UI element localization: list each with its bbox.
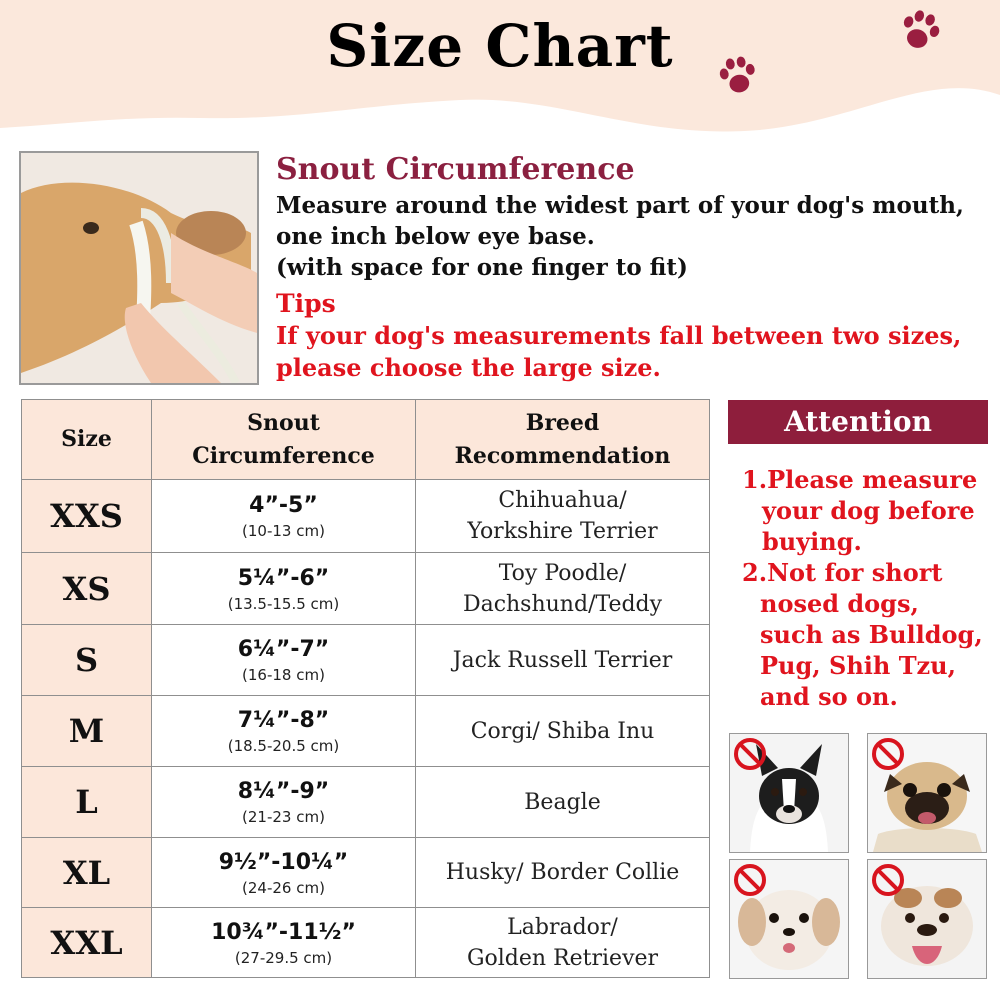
breed-cell xyxy=(416,625,710,696)
attention-line: Pug, Shih Tzu, xyxy=(760,651,956,680)
breed-cell xyxy=(416,908,710,978)
snout-centimeters: (27-29.5 cm) xyxy=(234,948,333,967)
breed-line: Beagle xyxy=(524,789,601,815)
header-snout xyxy=(152,400,416,480)
snout-centimeters: (13.5-15.5 cm) xyxy=(227,594,340,613)
snout-inches: 5¼”-6” xyxy=(237,565,330,591)
table-row xyxy=(22,625,710,696)
snout-cell xyxy=(152,908,416,978)
snout-cell xyxy=(152,838,416,908)
breed-line: Toy Poodle/ xyxy=(498,560,627,586)
table-row xyxy=(22,767,710,838)
breed-line: Yorkshire Terrier xyxy=(467,519,658,544)
table-header-row xyxy=(22,400,710,480)
breed-line: Golden Retriever xyxy=(466,945,659,971)
breed-cell xyxy=(416,480,710,553)
breed-line: Dachshund/Teddy xyxy=(462,591,663,617)
attention-line: Not for short xyxy=(767,558,943,587)
french-bulldog-photo xyxy=(729,733,849,853)
table-row xyxy=(22,838,710,908)
snout-centimeters: (18.5-20.5 cm) xyxy=(227,737,340,755)
attention-list xyxy=(742,464,992,712)
size-label: S xyxy=(22,625,152,696)
header-breed-line: Recommendation xyxy=(454,442,671,469)
attention-line: and so on. xyxy=(760,682,898,711)
snout-cell xyxy=(152,696,416,767)
paw-print-icon xyxy=(713,51,764,102)
attention-item xyxy=(742,464,992,557)
pug-photo xyxy=(867,733,987,853)
attention-line: nosed dogs, xyxy=(760,589,919,618)
size-label: M xyxy=(22,696,152,767)
breed-line: Husky/ Border Collie xyxy=(445,860,680,885)
measuring-snout-photo xyxy=(19,151,259,385)
size-label: XXL xyxy=(22,908,152,978)
breed-cell xyxy=(416,696,710,767)
size-label: XXS xyxy=(22,480,152,553)
measure-line: Measure around the widest part of your dog's mouth, xyxy=(276,192,964,219)
attention-banner: Attention xyxy=(728,400,988,444)
snout-centimeters: (21-23 cm) xyxy=(242,808,325,826)
snout-cell xyxy=(152,767,416,838)
measure-line: one inch below eye base. xyxy=(276,223,595,250)
table-row xyxy=(22,908,710,978)
size-label: XL xyxy=(22,838,152,908)
header-size: Size xyxy=(22,400,152,480)
bulldog-photo xyxy=(867,859,987,979)
snout-inches: 9½”-10¼” xyxy=(218,849,349,875)
shih-tzu-photo xyxy=(729,859,849,979)
header-snout-line: Snout xyxy=(247,409,320,436)
header-snout-line: Circumference xyxy=(192,442,375,469)
attention-line: your dog before xyxy=(762,496,975,525)
tips-line: please choose the large size. xyxy=(276,353,661,382)
snout-inches: 8¼”-9” xyxy=(237,779,330,804)
header-breed-line: Breed xyxy=(525,409,600,436)
snout-centimeters: (10-13 cm) xyxy=(242,522,325,540)
breed-line: Labrador/ xyxy=(507,914,618,940)
snout-cell xyxy=(152,625,416,696)
size-table xyxy=(21,399,710,978)
attention-line: such as Bulldog, xyxy=(760,620,983,649)
breed-cell xyxy=(416,838,710,908)
breed-line: Chihuahua/ xyxy=(498,488,627,513)
header-breed xyxy=(416,400,710,480)
snout-inches: 4”-5” xyxy=(249,493,318,518)
breed-cell xyxy=(416,553,710,625)
breed-line: Corgi/ Shiba Inu xyxy=(470,718,655,744)
attention-line: Please measure xyxy=(767,465,978,494)
snout-intro xyxy=(276,150,976,384)
snout-cell xyxy=(152,553,416,625)
tips-line: If your dog's measurements fall between two sizes, xyxy=(276,321,962,350)
attention-number: 2. xyxy=(742,558,768,587)
breed-line: Jack Russell Terrier xyxy=(452,647,673,673)
breed-cell xyxy=(416,767,710,838)
attention-line: buying. xyxy=(762,527,862,556)
snout-inches: 10¾”-11½” xyxy=(211,919,356,945)
tips-heading: Tips xyxy=(276,289,336,318)
size-label: L xyxy=(22,767,152,838)
page-title: Size Chart xyxy=(326,12,674,80)
snout-inches: 7¼”-8” xyxy=(237,708,330,733)
snout-centimeters: (24-26 cm) xyxy=(242,878,325,897)
attention-item xyxy=(742,557,992,712)
size-label: XS xyxy=(22,553,152,625)
snout-inches: 6¼”-7” xyxy=(237,637,330,662)
table-row xyxy=(22,480,710,553)
snout-centimeters: (16-18 cm) xyxy=(242,666,325,684)
table-row xyxy=(22,696,710,767)
measure-line: (with space for one finger to fit) xyxy=(276,254,688,281)
table-row xyxy=(22,553,710,625)
snout-heading: Snout Circumference xyxy=(276,152,635,187)
attention-number: 1. xyxy=(742,465,768,494)
snout-cell xyxy=(152,480,416,553)
